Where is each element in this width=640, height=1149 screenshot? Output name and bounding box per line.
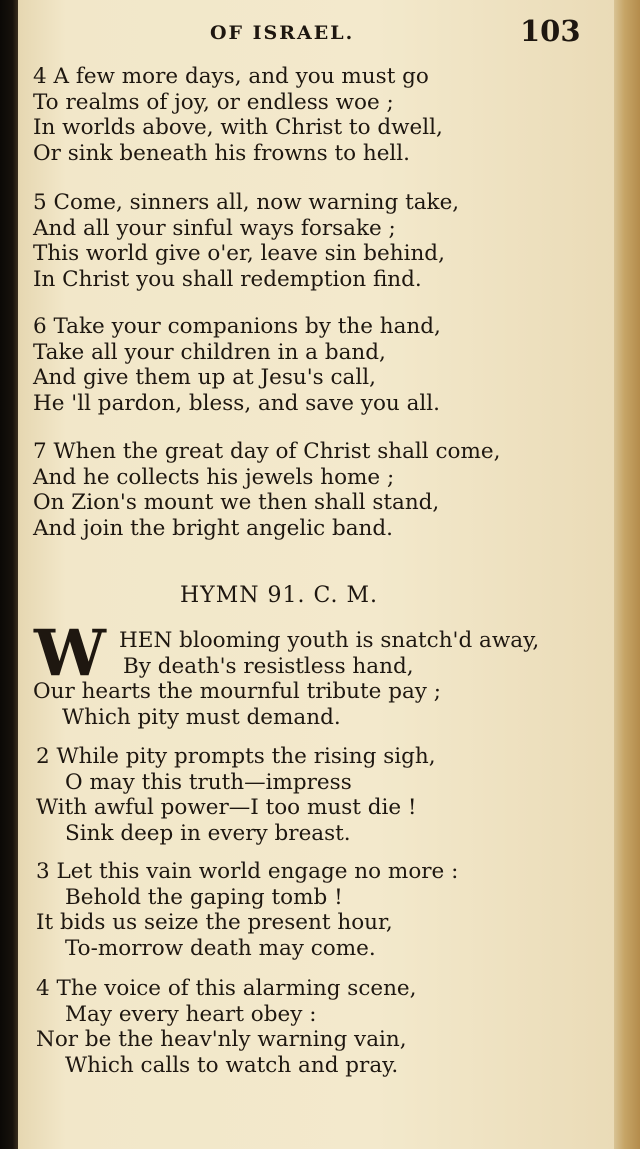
verse-line: Sink deep in every breast. xyxy=(65,821,351,847)
verse-line: On Zion's mount we then shall stand, xyxy=(33,490,440,516)
verse-5-top xyxy=(33,190,459,293)
verse-line: 2 While pity prompts the rising sigh, xyxy=(36,744,436,769)
hymn-verse-1 xyxy=(33,628,539,731)
hymn-verse-4 xyxy=(36,976,417,1079)
verse-line: And give them up at Jesu's call, xyxy=(33,365,376,391)
verse-4-top xyxy=(33,64,443,167)
verse-line: 4 A few more days, and you must go xyxy=(33,64,429,89)
verse-line: With awful power—I too must die ! xyxy=(36,795,417,821)
verse-line: Take all your children in a band, xyxy=(33,339,386,365)
verse-line: HEN blooming youth is snatch'd away, xyxy=(119,628,540,653)
verse-line: Which calls to watch and pray. xyxy=(65,1053,399,1079)
hymn-heading: HYMN 91. C. M. xyxy=(180,583,379,608)
verse-line: It bids us seize the present hour, xyxy=(36,910,393,936)
verse-line: In worlds above, with Christ to dwell, xyxy=(33,115,443,141)
verse-line: 3 Let this vain world engage no more : xyxy=(36,859,459,884)
verse-line: Our hearts the mournful tribute pay ; xyxy=(33,679,442,705)
page-edge xyxy=(614,0,640,1149)
verse-line: May every heart obey : xyxy=(65,1001,317,1027)
verse-line: Behold the gaping tomb ! xyxy=(65,884,343,910)
verse-line: 5 Come, sinners all, now warning take, xyxy=(33,190,460,215)
running-header: OF ISRAEL. xyxy=(210,22,355,44)
verse-line: 6 Take your companions by the hand, xyxy=(33,314,441,339)
verse-line: O may this truth—impress xyxy=(65,769,352,795)
verse-line: And he collects his jewels home ; xyxy=(33,464,395,490)
verse-line: And join the bright angelic band. xyxy=(33,516,393,542)
hymn-verse-2 xyxy=(36,744,436,847)
verse-line: This world give o'er, leave sin behind, xyxy=(33,241,445,267)
verse-line: 4 The voice of this alarming scene, xyxy=(36,976,417,1001)
verse-line: And all your sinful ways forsake ; xyxy=(33,215,396,241)
verse-line: By death's resistless hand, xyxy=(123,653,414,679)
verse-7-top xyxy=(33,439,500,542)
verse-line: Or sink beneath his frowns to hell. xyxy=(33,141,411,167)
verse-line: 7 When the great day of Christ shall come, xyxy=(33,439,501,464)
verse-line: In Christ you shall redemption find. xyxy=(33,267,422,293)
verse-line: He 'll pardon, bless, and save you all. xyxy=(33,391,440,417)
page-number: 103 xyxy=(520,14,581,48)
drop-cap: W xyxy=(34,616,106,691)
verse-line: Nor be the heav'nly warning vain, xyxy=(36,1027,407,1053)
verse-line: Which pity must demand. xyxy=(62,705,341,731)
book-spine-shadow xyxy=(0,0,18,1149)
verse-line: To realms of joy, or endless woe ; xyxy=(33,89,394,115)
verse-line: To-morrow death may come. xyxy=(65,936,376,962)
hymn-verse-3 xyxy=(36,859,458,962)
verse-6-top xyxy=(33,314,441,417)
